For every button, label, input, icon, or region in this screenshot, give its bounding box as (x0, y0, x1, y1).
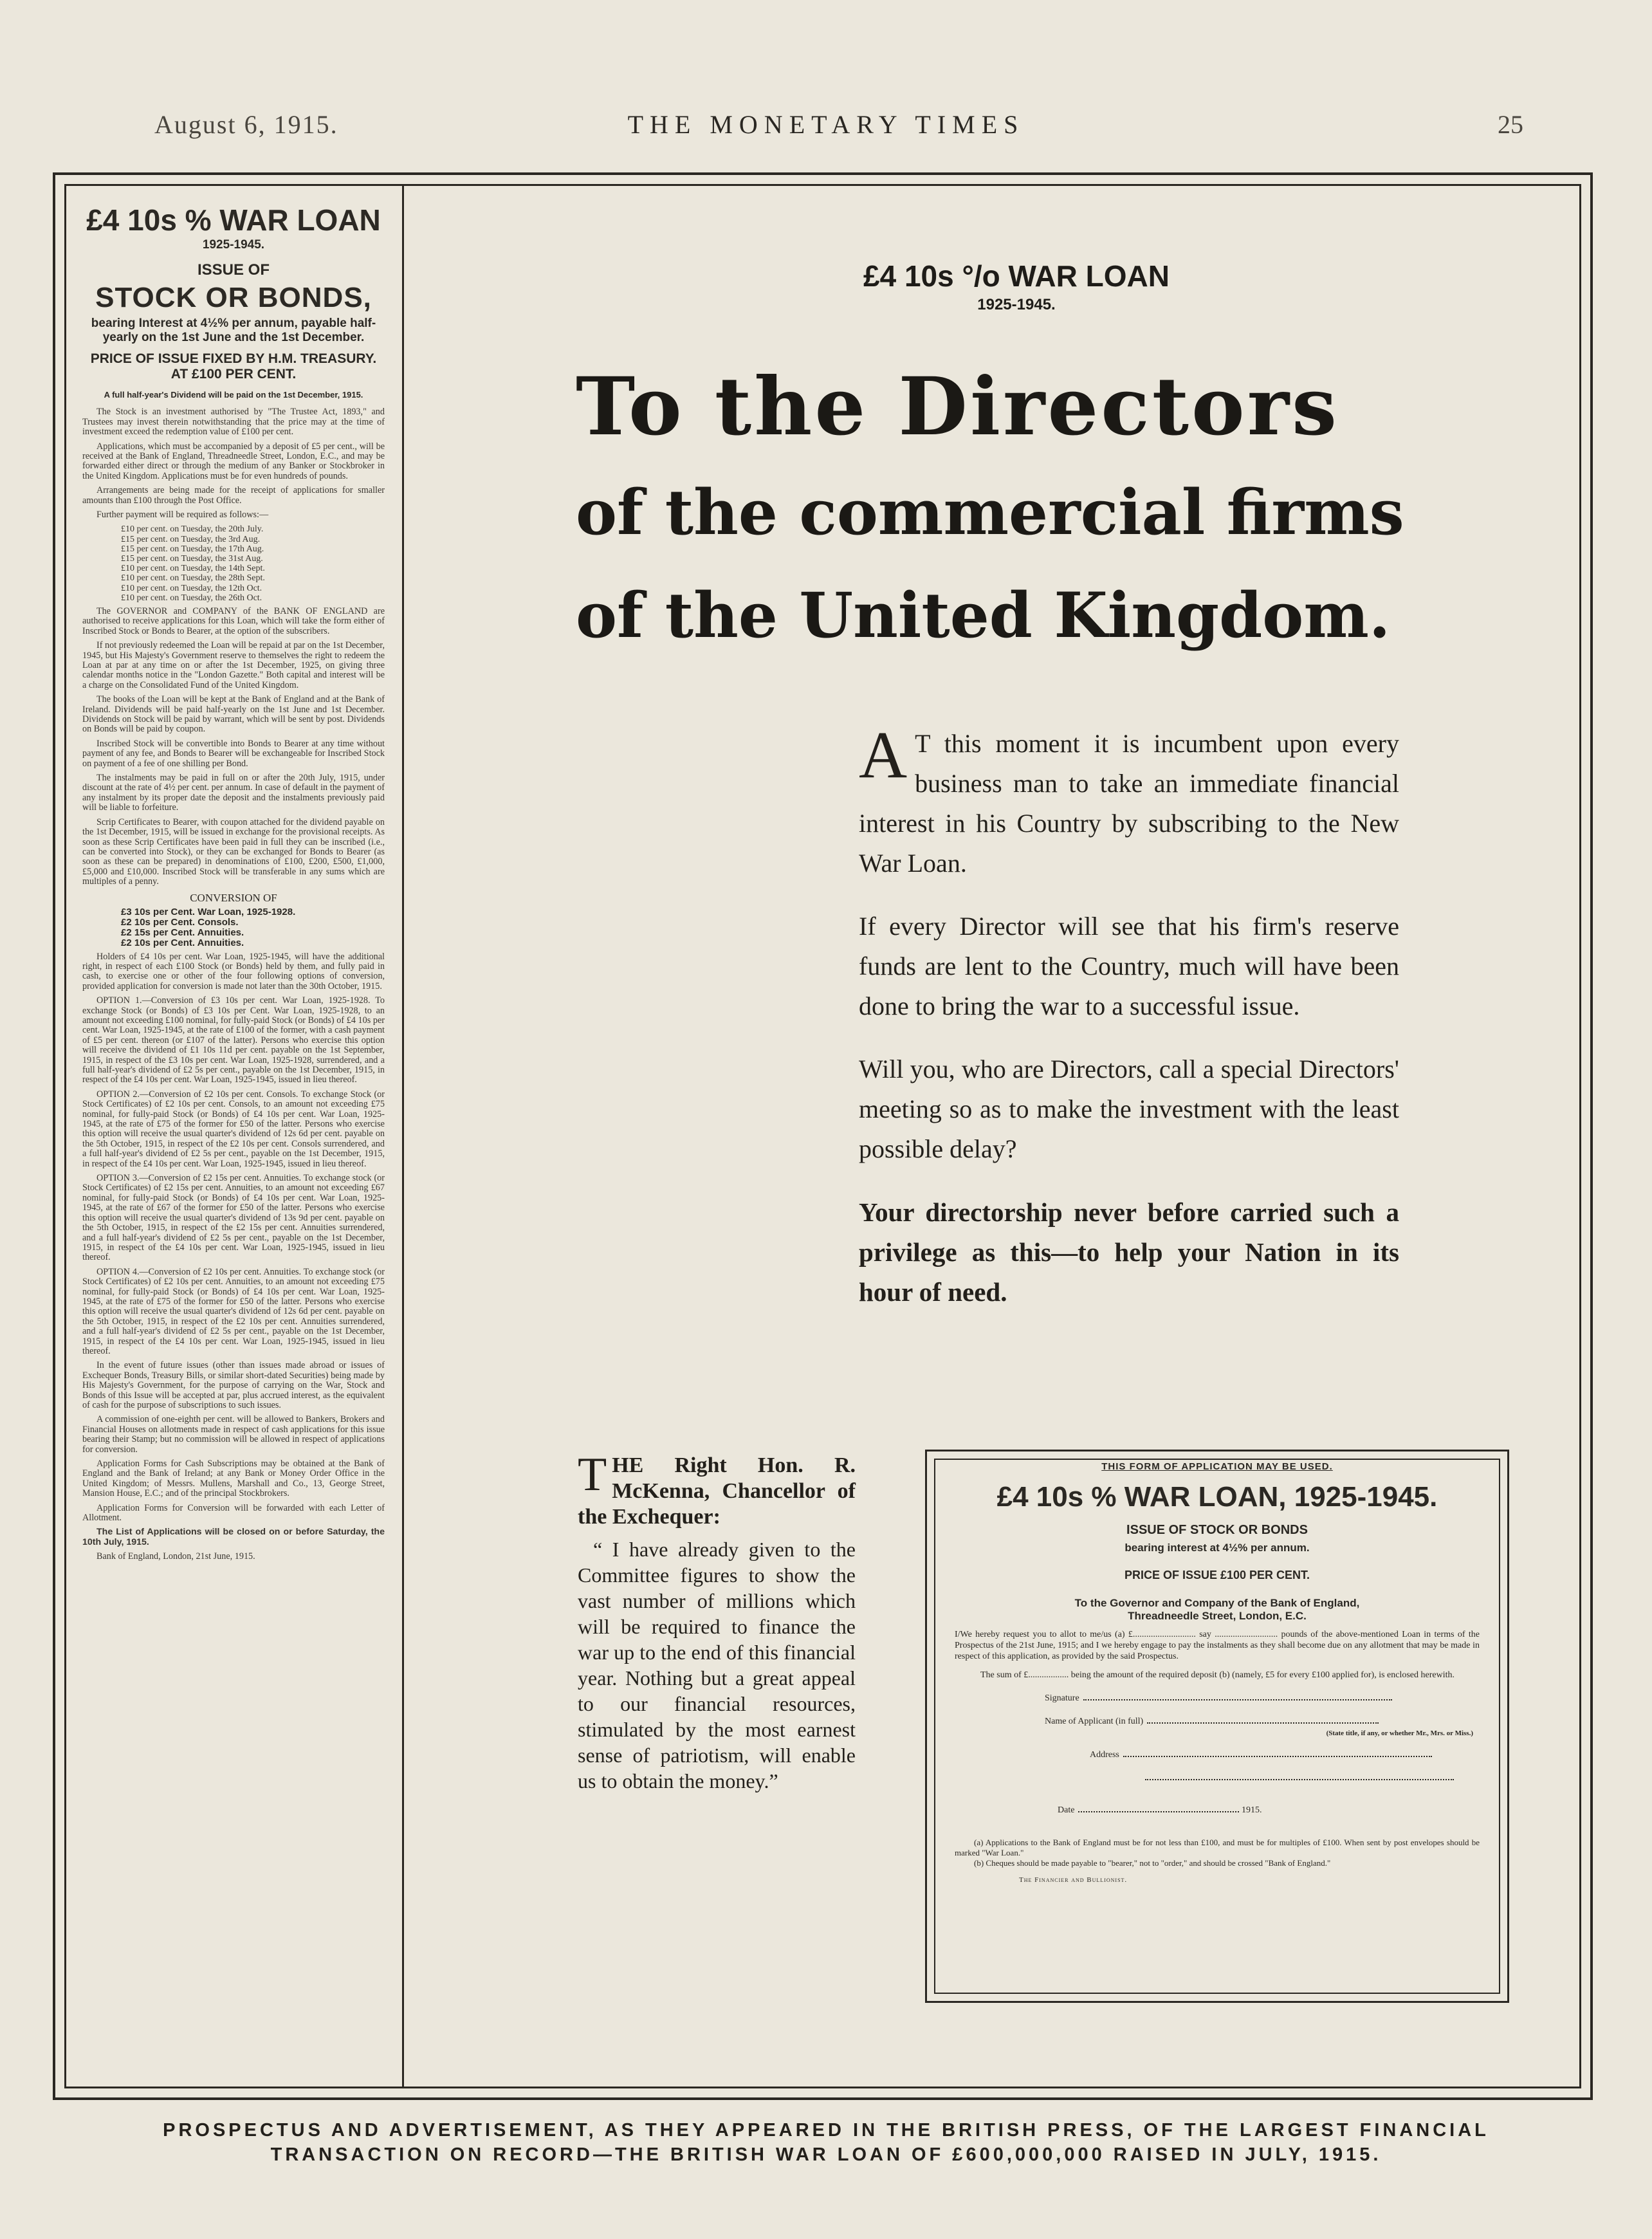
form-title: £4 10s % WAR LOAN, 1925-1945. (996, 1481, 1438, 1513)
signature-line[interactable] (1083, 1699, 1392, 1700)
payment-item: £10 per cent. on Tuesday, the 28th Sept. (121, 573, 265, 584)
payment-item: £10 per cent. on Tuesday, the 12th Oct. (121, 583, 262, 593)
prospectus-stock-or-bonds: STOCK OR BONDS, (95, 282, 372, 314)
prospectus-paragraph: Holders of £4 10s per cent. War Loan, 1925-1945, will have the additional right, in respect of each £100 Stock (or Bonds) held by them, and fully paid in cash, to exercise one or other of the four following options of conversion, provided application for conversion is made not later than the 30th October, 1915. (82, 951, 385, 991)
prospectus-paragraph: The instalments may be paid in full on or after the 20th July, 1915, under discount at the rate of 4½ per cent. per annum. In case of default in the payment of any instalment by its proper date the deposit and the instalments previously paid will be liable to forfeiture. (82, 773, 385, 813)
prospectus-body-1 (82, 407, 385, 520)
caption-line-1: PROSPECTUS AND ADVERTISEMENT, AS THEY APPEARED IN THE BRITISH PRESS, OF THE LARGEST FINANCIAL (163, 2120, 1489, 2141)
column-divider (402, 184, 404, 2088)
prospectus-paragraph: OPTION 3.—Conversion of £2 15s per cent. Annuities. To exchange stock (or Stock Certificates) of £2 15s per cent. Annuities, to an amount not exceeding £67 nominal, for fully-paid Stock (or Bonds) of £4 10s per cent. War Loan, 1925-1945, at the rate of £67 of the former for £50 of the latter. Persons who exercise this option will receive the usual quarter's dividend of 13s 9d per cent. payable on the 5th October, 1915, in respect of the £2 15s per cent. Annuities surrendered, and a full half-year's dividend of £2 5s per cent., payable on the 1st December, 1915, in respect of the £4 10s per cent. War Loan, 1925-1945, issued in lieu thereof. (82, 1173, 385, 1263)
address-field-2[interactable] (955, 1773, 1480, 1783)
form-note-b: (b) Cheques should be made payable to "bearer," not to "order," and should be crossed "Bank of England." (974, 1858, 1331, 1868)
headline-line-2: of the commercial firms (576, 476, 1404, 549)
prospectus-dividend: A full half-year's Dividend will be paid on the 1st December, 1915. (104, 390, 363, 400)
prospectus-paragraph: Arrangements are being made for the receipt of applications for smaller amounts than £100 through the Post Office. (82, 485, 385, 506)
conversion-item: £2 10s per Cent. Consols. (121, 916, 239, 928)
conversion-list (82, 907, 385, 948)
conversion-item: £2 10s per Cent. Annuities. (121, 937, 244, 948)
conversion-item: £3 10s per Cent. War Loan, 1925-1928. (121, 906, 296, 917)
quote-drop-cap: T (578, 1448, 607, 1501)
ad-paragraph-4: Your directorship never before carried such a privilege as this—to help your Nation in its hour of need. (859, 1197, 1399, 1307)
ad-loan-years: 1925-1945. (977, 296, 1056, 313)
prospectus-paragraph: Applications, which must be accompanied by a deposit of £5 per cent., will be received at the Bank of England, Threadneedle Street, London, E.C., and may be forwarded either direct or through the medium of any Banker or Stockbroker in the United Kingdom. Applications must be for even hundreds of pounds. (82, 441, 385, 481)
prospectus-title: £4 10s % WAR LOAN (86, 203, 381, 237)
prospectus-paragraph: The List of Applications will be closed on or before Saturday, the 10th July, 1915. (82, 1527, 385, 1547)
form-price: PRICE OF ISSUE £100 PER CENT. (1124, 1569, 1310, 1581)
quote-text: “ I have already given to the Committee figures to show the vast number of millions which will be required to finance the war up to the end of this financial year. Nothing but a great appeal to our financial resources, stimulated by the most earnest sense of patriotism, will enable us to obtain the money.” (578, 1538, 856, 1792)
form-issue: ISSUE OF STOCK OR BONDS (1126, 1523, 1308, 1537)
conversion-heading: CONVERSION OF (190, 891, 277, 904)
quote-lead (578, 1448, 856, 1530)
name-line[interactable] (1147, 1722, 1379, 1724)
prospectus-paragraph: OPTION 1.—Conversion of £3 10s per cent. War Loan, 1925-1928. To exchange Stock (or Bonds) of £3 10s per Cent. War Loan, 1925-1928, to an amount not exceeding £100 nominal, for fully-paid Stock (or Bonds) of £4 10s per cent. War Loan, 1925-1945, at the rate of £100 of the former, with a cash payment of £5 per cent. thereon (or £107 of the latter). Persons who exercise this option will receive the dividend of £1 10s 11d per cent. payable on the 1st September, 1915, in respect of the £3 10s per cent. War Loan, 1925-1928, surrendered, and a full half-year's dividend of £2 5s per cent., payable on the 1st December, 1915, in respect of the £4 10s per cent. War Loan, 1925-1945, issued in lieu thereof. (82, 995, 385, 1085)
address-label: Address (1090, 1750, 1119, 1760)
quote-lead-text: HE Right Hon. R. McKenna, Chancellor of the Exchequer: (578, 1453, 856, 1529)
form-notes (955, 1838, 1480, 1868)
form-interest: bearing interest at 4½% per annum. (1124, 1542, 1310, 1554)
chancellor-quote (578, 1448, 856, 1800)
prospectus-paragraph: Application Forms for Cash Subscriptions may be obtained at the Bank of England and the Bank of Ireland; at any Bank or Money Order Office in the United Kingdom; of Messrs. Mullens, Marshall and Co., 13, George Street, Mansion House, E.C.; and of the principal Stockbrokers. (82, 1459, 385, 1499)
payment-item: £10 per cent. on Tuesday, the 26th Oct. (121, 593, 262, 603)
prospectus-signoff: Bank of England, London, 21st June, 1915. (96, 1551, 255, 1562)
ad-paragraph-1-text: T this moment it is incumbent upon every business man to take an immediate financial interest in his Country by subscribing to the New War Loan. (859, 729, 1399, 878)
prospectus-interest: bearing Interest at 4½% per annum, payable half-yearly on the 1st June and the 1st December. (91, 317, 376, 345)
prospectus-paragraph: The Stock is an investment authorised by "The Trustee Act, 1893," and Trustees may invest therein notwithstanding that the price may at the time of investment exceed the redemption value of £100 per cent. (82, 407, 385, 438)
payment-item: £10 per cent. on Tuesday, the 14th Sept. (121, 564, 265, 574)
name-label: Name of Applicant (in full) (1045, 1717, 1144, 1726)
ad-paragraph-3: Will you, who are Directors, call a special Directors' meeting so as to make the investment with the least possible delay? (859, 1055, 1399, 1163)
headline-line-1: To the Directors (576, 360, 1339, 454)
header-date: August 6, 1915. (154, 110, 338, 139)
prospectus-column (82, 205, 385, 1567)
name-note: (State title, if any, or whether Mr., Mrs. or Miss.) (1326, 1729, 1473, 1737)
form-notice: THIS FORM OF APPLICATION MAY BE USED. (1101, 1461, 1333, 1472)
application-form (934, 1459, 1500, 1994)
headline-line-3: of the United Kingdom. (576, 579, 1391, 652)
ad-loan-heading (830, 259, 1203, 314)
payment-schedule (82, 524, 385, 603)
date-line[interactable] (1078, 1811, 1239, 1812)
ad-paragraph-1 (859, 718, 1399, 883)
payment-item: £10 per cent. on Tuesday, the 20th July. (121, 524, 264, 535)
prospectus-paragraph: Scrip Certificates to Bearer, with coupon attached for the dividend payable on the 1st December, 1915, will be issued in exchange for the provisional receipts. As soon as these Scrip Certificates have been paid in full they can be inscribed (i.e., can be converted into Stock), or they can be exchanged for Bonds to Bearer (as soon as these can be prepared) in denominations of £100, £200, £500, £1,000, £5,000 and £10,000. Inscribed Stock will be transferable in any sums which are multiples of a penny. (82, 816, 385, 887)
prospectus-paragraph: Application Forms for Conversion will be forwarded with each Letter of Allotment. (82, 1502, 385, 1524)
page-caption (0, 2118, 1652, 2167)
date-year: 1915. (1241, 1805, 1262, 1815)
form-note-a: (a) Applications to the Bank of England must be for not less than £100, and must be for multiples of £100. When sent by post envelopes should be marked "War Loan." (955, 1838, 1480, 1857)
ad-paragraph-2: If every Director will see that his firm's reserve funds are lent to the Country, much will have been done to bring the war to a successful issue. (859, 912, 1399, 1020)
prospectus-paragraph: Inscribed Stock will be convertible into Bonds to Bearer at any time without payment of any fee, and Bonds to Bearer will be exchangeable for Inscribed Stock on payment of a fee of one shilling per Bond. (82, 738, 385, 769)
date-field[interactable] (955, 1805, 1480, 1816)
prospectus-paragraph: OPTION 4.—Conversion of £2 10s per cent. Annuities. To exchange stock (or Stock Certificates) of £2 10s per cent. Annuities, to an amount not exceeding £75 nominal, for fully-paid Stock (or Bonds) of £4 10s per cent. War Loan, 1925-1945, at the rate of £75 of the former for £50 of the latter. Persons who exercise this option will receive the usual quarter's dividend of 12s 6d per cent. payable on the 5th October, 1915, in respect of the £2 10s per cent. Annuities surrendered, and a full half-year's dividend of £2 5s per cent., payable on the 1st December, 1915, in respect of the £4 10s per cent. War Loan, 1925-1945, issued in lieu thereof. (82, 1266, 385, 1356)
prospectus-body-3 (82, 952, 385, 1562)
form-to: To the Governor and Company of the Bank of England, (1074, 1597, 1360, 1609)
form-addressee (955, 1597, 1480, 1623)
caption-line-2: TRANSACTION ON RECORD—THE BRITISH WAR LOAN OF £600,000,000 RAISED IN JULY, 1915. (270, 2144, 1382, 2165)
prospectus-paragraph: OPTION 2.—Conversion of £2 10s per cent. Consols. To exchange Stock (or Stock Certificates) of £2 10s per cent. Consols, to an amount not exceeding £75 nominal, for fully-paid Stock (or Bonds) of £4 10s per cent. War Loan, 1925-1945, at the rate of £75 of the former for £50 of the latter. Persons who exercise this option will receive the usual quarter's dividend of 12s 6d per cent. payable on the 5th October, 1915, in respect of the £2 10s per cent. Consols surrendered, and a full half-year's dividend of £2 5s per cent., payable on the 1st December, 1915, in respect of the £4 10s per cent. War Loan, 1925-1945, issued in lieu thereof. (82, 1089, 385, 1169)
prospectus-paragraph: If not previously redeemed the Loan will be repaid at par on the 1st December, 1945, but His Majesty's Government reserve to themselves the right to redeem the Loan at par at any time on or after the 1st December, 1925, on giving three calendar months notice in the "London Gazette." Both capital and interest will be a charge on the Consolidated Fund of the United Kingdom. (82, 640, 385, 690)
address-field[interactable] (955, 1750, 1480, 1760)
payment-item: £15 per cent. on Tuesday, the 17th Aug. (121, 544, 264, 554)
form-address: Threadneedle Street, London, E.C. (1128, 1610, 1307, 1622)
header-title: THE MONETARY TIMES (627, 110, 1025, 139)
address-line-2[interactable] (1145, 1779, 1454, 1780)
conversion-item: £2 15s per Cent. Annuities. (121, 926, 244, 938)
prospectus-price: PRICE OF ISSUE FIXED BY H.M. TREASURY. AT £100 PER CENT. (90, 351, 377, 382)
prospectus-years: 1925-1945. (202, 238, 265, 252)
prospectus-paragraph: The books of the Loan will be kept at the Bank of England and at the Bank of Ireland. Dividends will be paid half-yearly on the 1st June and 1st December. Dividends on Stock will be paid by warrant, which will be sent by post. Dividends on Bonds will be paid by coupon. (82, 694, 385, 735)
name-field[interactable] (955, 1717, 1480, 1727)
prospectus-paragraph: In the event of future issues (other than issues made abroad or issues of Exchequer Bonds, Treasury Bills, or similar short-dated Securities) being made by His Majesty's Government, for the purpose of carrying on the War, Stock and Bonds of this Issue will be accepted at par, plus accrued interest, as the equivalent of cash for the purpose of subscriptions to such issues. (82, 1360, 385, 1411)
page-number: 25 (1498, 110, 1523, 139)
form-request: I/We hereby request you to allot to me/us (a) £............................ say ............................ pounds of the above-mentioned Loan in terms of the Prospectus of the 21st June, 1915; and I we hereby engage to pay the instalments as they shall become due on any allotment that may be made in respect of this application, as provided by the said Prospectus. (955, 1630, 1480, 1661)
payment-item: £15 per cent. on Tuesday, the 31st Aug. (121, 553, 263, 564)
address-line[interactable] (1123, 1756, 1432, 1757)
prospectus-paragraph: Further payment will be required as follows:— (96, 509, 269, 520)
prospectus-body-2 (82, 607, 385, 887)
payment-item: £15 per cent. on Tuesday, the 3rd Aug. (121, 534, 261, 544)
ad-body (859, 718, 1399, 1335)
form-publisher: The Financier and Bullionist. (1019, 1876, 1128, 1884)
date-label: Date (1058, 1805, 1075, 1815)
ad-loan-title: £4 10s °/o WAR LOAN (863, 259, 1170, 293)
signature-field[interactable] (955, 1693, 1480, 1704)
prospectus-paragraph: A commission of one-eighth per cent. will be allowed to Bankers, Brokers and Financial Houses on allotments made in respect of cash applications for this issue bearing their Stamp; but no commission will be allowed in respect of applications for conversion. (82, 1414, 385, 1455)
signature-label: Signature (1045, 1693, 1079, 1703)
drop-cap: A (859, 718, 908, 792)
form-sum: The sum of £.................. being the amount of the required deposit (b) (namely, £5 for every £100 applied for), is enclosed herewith. (980, 1670, 1455, 1680)
prospectus-issue-of: ISSUE OF (197, 261, 270, 279)
prospectus-paragraph: The GOVERNOR and COMPANY of the BANK OF ENGLAND are authorised to receive applications for this Loan, which will take the form either of Inscribed Stock or Bonds to Bearer, at the option of the subscribers. (82, 605, 385, 636)
